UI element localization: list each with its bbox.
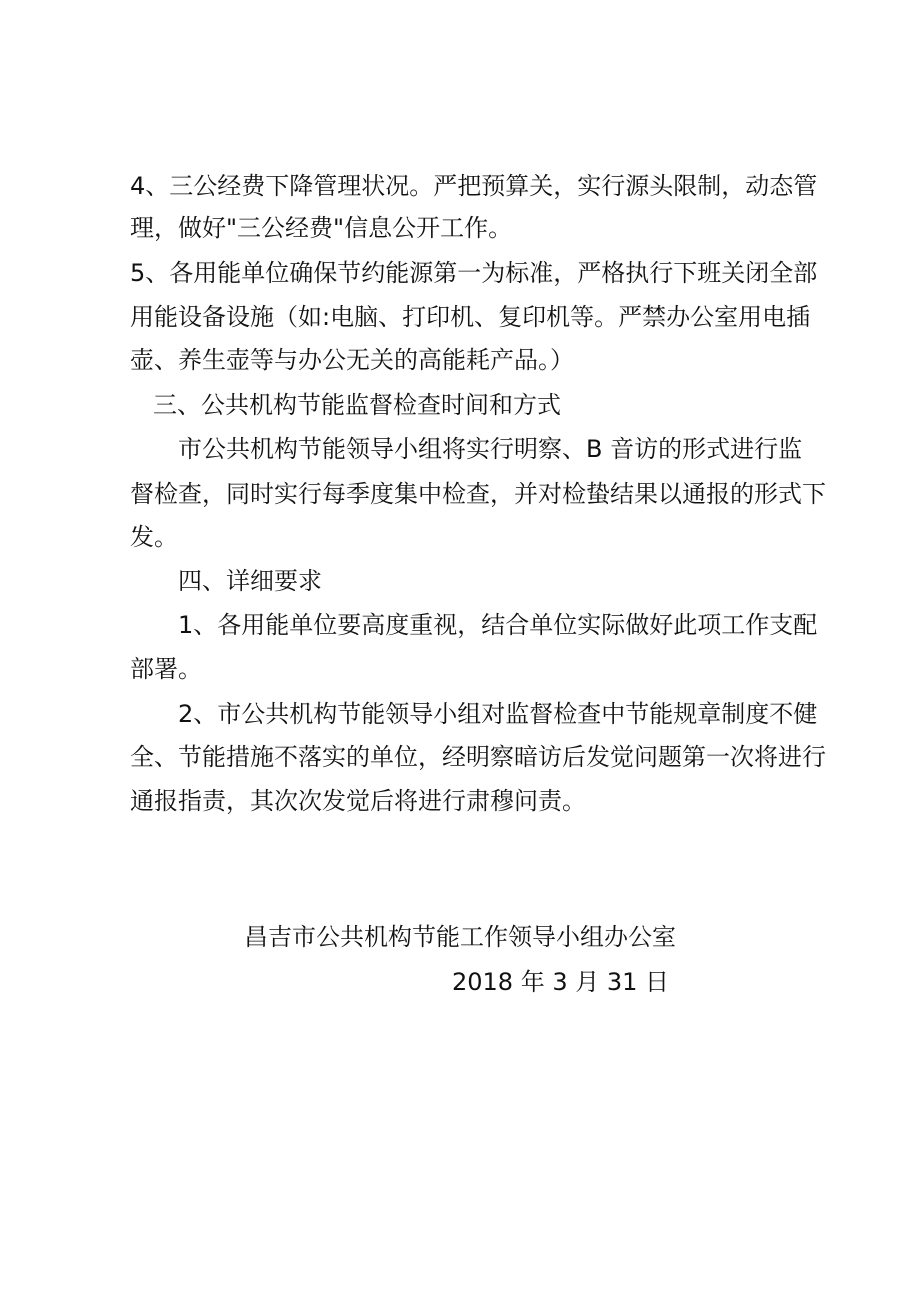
section3-para-line2: 督检查，同时实行每季度集中检查，并对检蛰结果以通报的形式下 [130,480,826,508]
req1-line1: 1、各用能单位要高度重视，结合单位实际做好此项工作支配 [178,611,818,639]
req2-line1: 2、市公共机构节能领导小组对监督检查中节能规章制度不健 [178,700,818,728]
item4-line1: 4、三公经费下降管理状况。严把预算关，实行源头限制，动态管 [130,172,818,200]
section3-para-line3: 发。 [130,523,178,551]
req2-line3: 通报指责，其次次发觉后将进行肃穆问责。 [130,787,586,815]
item5-line1: 5、各用能单位确保节约能源第一为标准，严格执行下班关闭全部 [130,259,818,287]
req1-line2: 部署。 [130,655,202,683]
section4-heading: 四、详细要求 [178,567,322,595]
section3-heading: 三、公共机构节能监督检查时间和方式 [153,391,561,419]
signature-date: 2018 年 3 月 31 日 [452,968,670,996]
item4-line2: 理，做好"三公经费"信息公开工作。 [130,214,513,242]
signature-organization: 昌吉市公共机构节能工作领导小组办公室 [244,923,676,951]
section3-para-line1: 市公共机构节能领导小组将实行明察、B 音访的形式进行监 [178,435,803,463]
item5-line2: 用能设备设施（如:电脑、打印机、复印机等。严禁办公室用电插 [130,303,811,331]
req2-line2: 全、节能措施不落实的单位，经明察暗访后发觉问题第一次将进行 [130,743,826,771]
item5-line3: 壶、养生壶等与办公无关的高能耗产品。） [130,346,574,374]
